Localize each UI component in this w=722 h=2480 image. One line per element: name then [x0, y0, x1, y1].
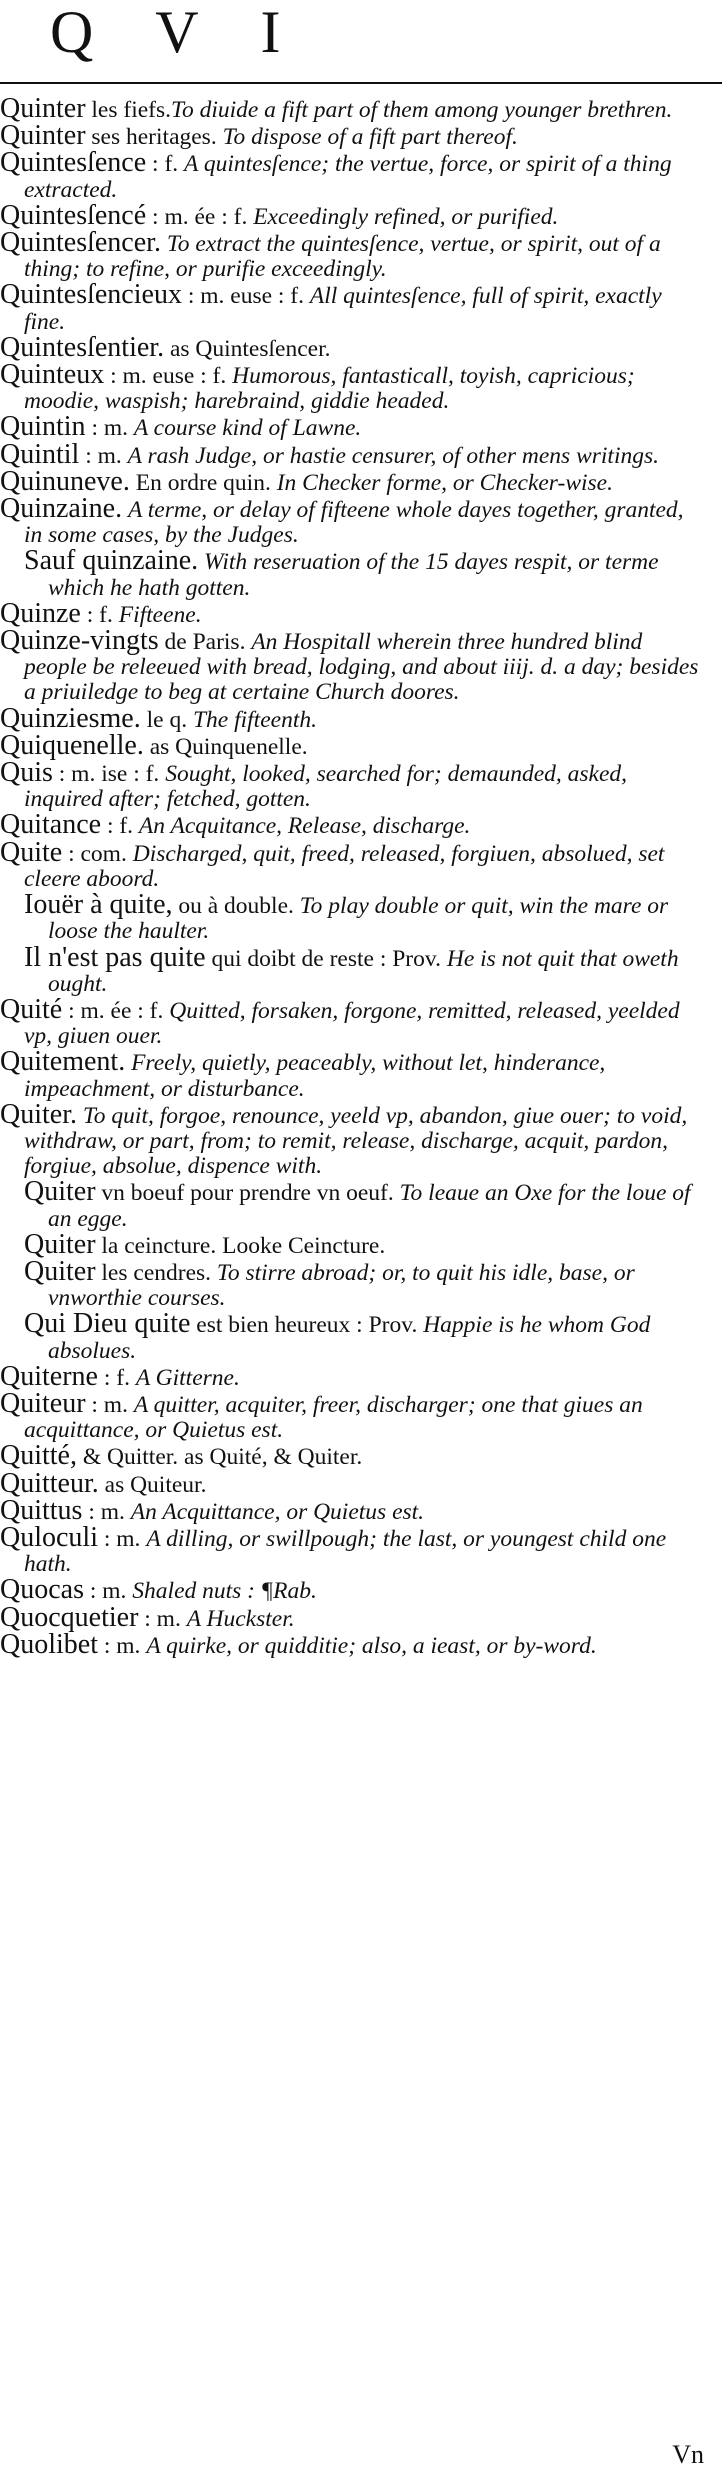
entry-definition: To leaue an Oxe for the loue of an egge.: [48, 1180, 691, 1232]
dictionary-entry: [0, 1228, 722, 1260]
dictionary-entry: [0, 993, 722, 1050]
dictionary-entry: [0, 625, 722, 706]
entry-definition: An Acquitance, Release, discharge.: [138, 813, 471, 840]
entry-definition: He is not quit that oweth ought.: [48, 945, 679, 997]
entry-grammar: : m.: [79, 442, 128, 469]
dictionary-entry: [0, 1176, 722, 1232]
dictionary-entry: [0, 227, 722, 283]
entry-headword: Quittus: [0, 1494, 83, 1526]
dictionary-entry: [0, 1440, 722, 1472]
entry-headword: Quinzaine.: [0, 493, 123, 525]
entry-definition: Freely, quietly, peaceably, without let, hinderance, impeachment, or disturbance.: [24, 1050, 606, 1102]
dictionary-entry: [0, 1574, 722, 1606]
entry-grammar: : f.: [97, 1364, 136, 1391]
entry-headword: Quiteur: [0, 1387, 86, 1419]
entry-definition: With reseruation of the 15 dayes respit, or terme which he hath gotten.: [48, 549, 659, 601]
entry-headword: Il n'est pas quite: [24, 941, 206, 973]
dictionary-entry: [0, 809, 722, 841]
entry-headword: Quis: [0, 757, 53, 789]
dictionary-entry: [0, 465, 722, 497]
entry-definition: A dilling, or swillpough; the last, or youngest child one hath.: [24, 1525, 667, 1578]
dictionary-entry: [0, 1387, 722, 1444]
dictionary-entry: [0, 1308, 722, 1364]
entry-grammar: : m. ée : f.: [146, 203, 254, 230]
entry-headword: Quinuneve.: [0, 465, 130, 497]
entry-grammar: : m. ise : f.: [52, 761, 166, 788]
entry-grammar: : f.: [101, 813, 139, 840]
entry-grammar: : m.: [85, 1391, 134, 1418]
dictionary-entry: [0, 120, 722, 152]
dictionary-entry: [0, 1046, 722, 1102]
entry-definition: A Huckster.: [186, 1605, 295, 1632]
entry-grammar: as Quiteur.: [98, 1471, 207, 1498]
entry-headword: Quolibet: [0, 1628, 98, 1660]
entry-headword: Quintesſentier.: [0, 331, 165, 363]
running-head: Q V I: [50, 0, 305, 65]
entry-grammar: les cendres.: [95, 1259, 217, 1286]
entry-headword: Quinter: [0, 120, 86, 152]
entry-grammar: : m. euse : f.: [181, 283, 310, 310]
entry-grammar: : m.: [138, 1605, 187, 1632]
dictionary-entry: [0, 411, 722, 443]
entry-definition: Happie is he whom God absolues.: [48, 1312, 651, 1364]
entry-definition: To play double or quit, win the mare or loose the haulter.: [48, 893, 669, 945]
entry-grammar: : f.: [146, 151, 185, 178]
entry-headword: Quintin: [0, 411, 86, 443]
entry-grammar: ses heritages.: [85, 124, 223, 151]
dictionary-entry: [0, 889, 722, 945]
entry-headword: Quitance: [0, 809, 102, 841]
entry-headword: Quiter: [24, 1176, 96, 1208]
dictionary-entry: [0, 1360, 722, 1392]
page-header: [0, 0, 722, 88]
entry-grammar: est bien heureux : Prov.: [190, 1312, 424, 1339]
entry-definition: Humorous, fantasticall, toyish, capricious; moodie, waspish; harebraind, giddie headed.: [24, 363, 635, 415]
dictionary-entry: [0, 331, 722, 363]
catchword: Vn: [672, 2440, 704, 2469]
dictionary-entry: [0, 1521, 722, 1578]
dictionary-entry: [0, 1467, 722, 1499]
entry-headword: Quitteur.: [0, 1467, 99, 1499]
entry-grammar: la ceincture. Looke Ceincture.: [95, 1232, 386, 1259]
dictionary-entry: [0, 493, 722, 549]
entry-grammar: qui doibt de reste : Prov.: [205, 945, 447, 972]
entry-headword: Quinteux: [0, 359, 105, 391]
entry-grammar: as Quinquenelle.: [143, 733, 308, 760]
entry-headword: Quiter: [24, 1228, 96, 1260]
entry-headword: Sauf quinzaine.: [24, 545, 199, 577]
entry-headword: Quinze: [0, 597, 81, 629]
entry-headword: Quintesſencer.: [0, 227, 161, 259]
dictionary-entry: [0, 941, 722, 997]
dictionary-entry: [0, 1628, 722, 1660]
entry-definition: A quitter, acquiter, freer, discharger; one that giues an acquittance, or Quietus est.: [24, 1391, 643, 1444]
dictionary-entry: [0, 836, 722, 892]
entry-headword: Qui Dieu quite: [24, 1308, 191, 1340]
entry-grammar: le q.: [140, 706, 193, 733]
entry-grammar: : m.: [85, 415, 134, 442]
entry-definition: An Acquittance, or Quietus est.: [130, 1498, 425, 1525]
dictionary-entry: [0, 1601, 722, 1633]
entry-definition: Exceedingly refined, or purified.: [253, 203, 559, 230]
entry-headword: Quinter: [0, 93, 86, 124]
entry-grammar: : m.: [82, 1498, 131, 1525]
entry-headword: Quintil: [0, 438, 80, 470]
dictionary-entry: [0, 438, 722, 470]
entry-headword: Quintesſencé: [0, 199, 147, 231]
entry-definition: A Gitterne.: [135, 1364, 240, 1391]
entry-headword: Quiquenelle.: [0, 729, 144, 761]
entry-headword: Quocquetier: [0, 1601, 139, 1633]
entry-definition: To extract the quintesſence, vertue, or spirit, out of a thing; to refine, or purifie exceedingly.: [24, 231, 661, 283]
entry-definition: All quintesſence, full of spirit, exactly fine.: [24, 283, 662, 335]
entry-definition: Discharged, quit, freed, released, forgiuen, absolued, set cleere aboord.: [24, 840, 665, 892]
dictionary-entry: [0, 199, 722, 231]
entry-grammar: les fiefs.: [85, 97, 172, 123]
dictionary-entry: [0, 279, 722, 335]
entry-headword: Quitté,: [0, 1440, 77, 1472]
entry-grammar: : m.: [83, 1578, 133, 1605]
entry-headword: Quiter: [24, 1255, 96, 1287]
entry-headword: Quocas: [0, 1574, 84, 1606]
dictionary-entry: [0, 1255, 722, 1312]
entry-definition: Sought, looked, searched for; demaunded, asked, inquired after; fetched, gotten.: [24, 761, 628, 813]
entry-definition: To stirre abroad; or, to quit his idle, base, or vnworthie courses.: [48, 1259, 635, 1312]
entry-definition: Fifteene.: [118, 601, 202, 628]
dictionary-entry: [0, 93, 722, 124]
entry-definition: Shaled nuts : ¶Rab.: [132, 1578, 317, 1605]
dictionary-entry: [0, 359, 722, 415]
entry-definition: An Hospitall wherein three hundred blind people be releeued with bread, lodging, and about iiij. d. a day; besides a priuiledge to beg at certaine Church doores.: [24, 629, 699, 706]
entry-definition: Quitted, forsaken, forgone, remitted, released, yeelded vp, giuen ouer.: [24, 997, 680, 1050]
entry-headword: Quinze-vingts: [0, 625, 159, 657]
entry-definition: A quirke, or quidditie; also, a ieast, or by-word.: [146, 1632, 597, 1659]
dictionary-entries: [0, 93, 722, 1660]
dictionary-entry: [0, 702, 722, 734]
entry-grammar: : f.: [80, 601, 119, 628]
entry-headword: Quiterne: [0, 1360, 98, 1392]
entry-grammar: : com.: [62, 840, 133, 867]
entry-grammar: vn boeuf pour prendre vn oeuf.: [95, 1180, 400, 1207]
entry-definition: To dispose of a fift part thereof.: [222, 124, 518, 151]
entry-headword: Iouër à quite,: [24, 889, 173, 921]
entry-definition: In Checker forme, or Checker-wise.: [276, 469, 613, 496]
entry-definition: To diuide a fift part of them among younger brethren.: [171, 97, 673, 123]
entry-definition: A rash Judge, or hastie censurer, of other mens writings.: [127, 442, 659, 469]
entry-grammar: En ordre quin.: [129, 469, 277, 496]
dictionary-entry: [0, 147, 722, 203]
entry-grammar: : m. ée : f.: [62, 997, 170, 1024]
entry-grammar: de Paris.: [158, 629, 252, 656]
entry-definition: A quintesſence; the vertue, force, or spirit of a thing extracted.: [24, 151, 672, 203]
dictionary-entry: [0, 1098, 722, 1180]
entry-headword: Quiter.: [0, 1098, 77, 1130]
entry-headword: Quloculi: [0, 1521, 98, 1553]
header-rule: [0, 82, 722, 84]
dictionary-entry: [0, 597, 722, 629]
entry-grammar: : m.: [98, 1632, 147, 1659]
entry-grammar: : m. euse : f.: [104, 363, 233, 390]
entry-definition: A course kind of Lawne.: [133, 415, 362, 442]
entry-definition: A terme, or delay of fifteene whole dayes together, granted, in some cases, by the Judges.: [24, 497, 684, 549]
entry-headword: Quite: [0, 836, 63, 868]
entry-headword: Quintesſencieux: [0, 279, 182, 311]
entry-definition: The fifteenth.: [192, 706, 317, 733]
entry-grammar: as Quintesſencer.: [164, 335, 331, 362]
entry-headword: Quinziesme.: [0, 702, 141, 734]
entry-headword: Quitement.: [0, 1046, 126, 1078]
dictionary-entry: [0, 545, 722, 601]
entry-headword: Quintesſence: [0, 147, 147, 179]
entry-grammar: : m.: [98, 1525, 147, 1552]
dictionary-entry: [0, 757, 722, 813]
dictionary-entry: [0, 729, 722, 761]
entry-definition: To quit, forgoe, renounce, yeeld vp, abandon, giue ouer; to void, withdraw, or part, from; to remit, release, discharge, acquit, pardon, forgiue, absolue, dispence with.: [24, 1102, 688, 1180]
entry-grammar: & Quitter. as Quité, & Quiter.: [77, 1444, 363, 1471]
entry-grammar: ou à double.: [172, 893, 300, 920]
dictionary-entry: [0, 1494, 722, 1526]
entry-headword: Quité: [0, 993, 63, 1025]
